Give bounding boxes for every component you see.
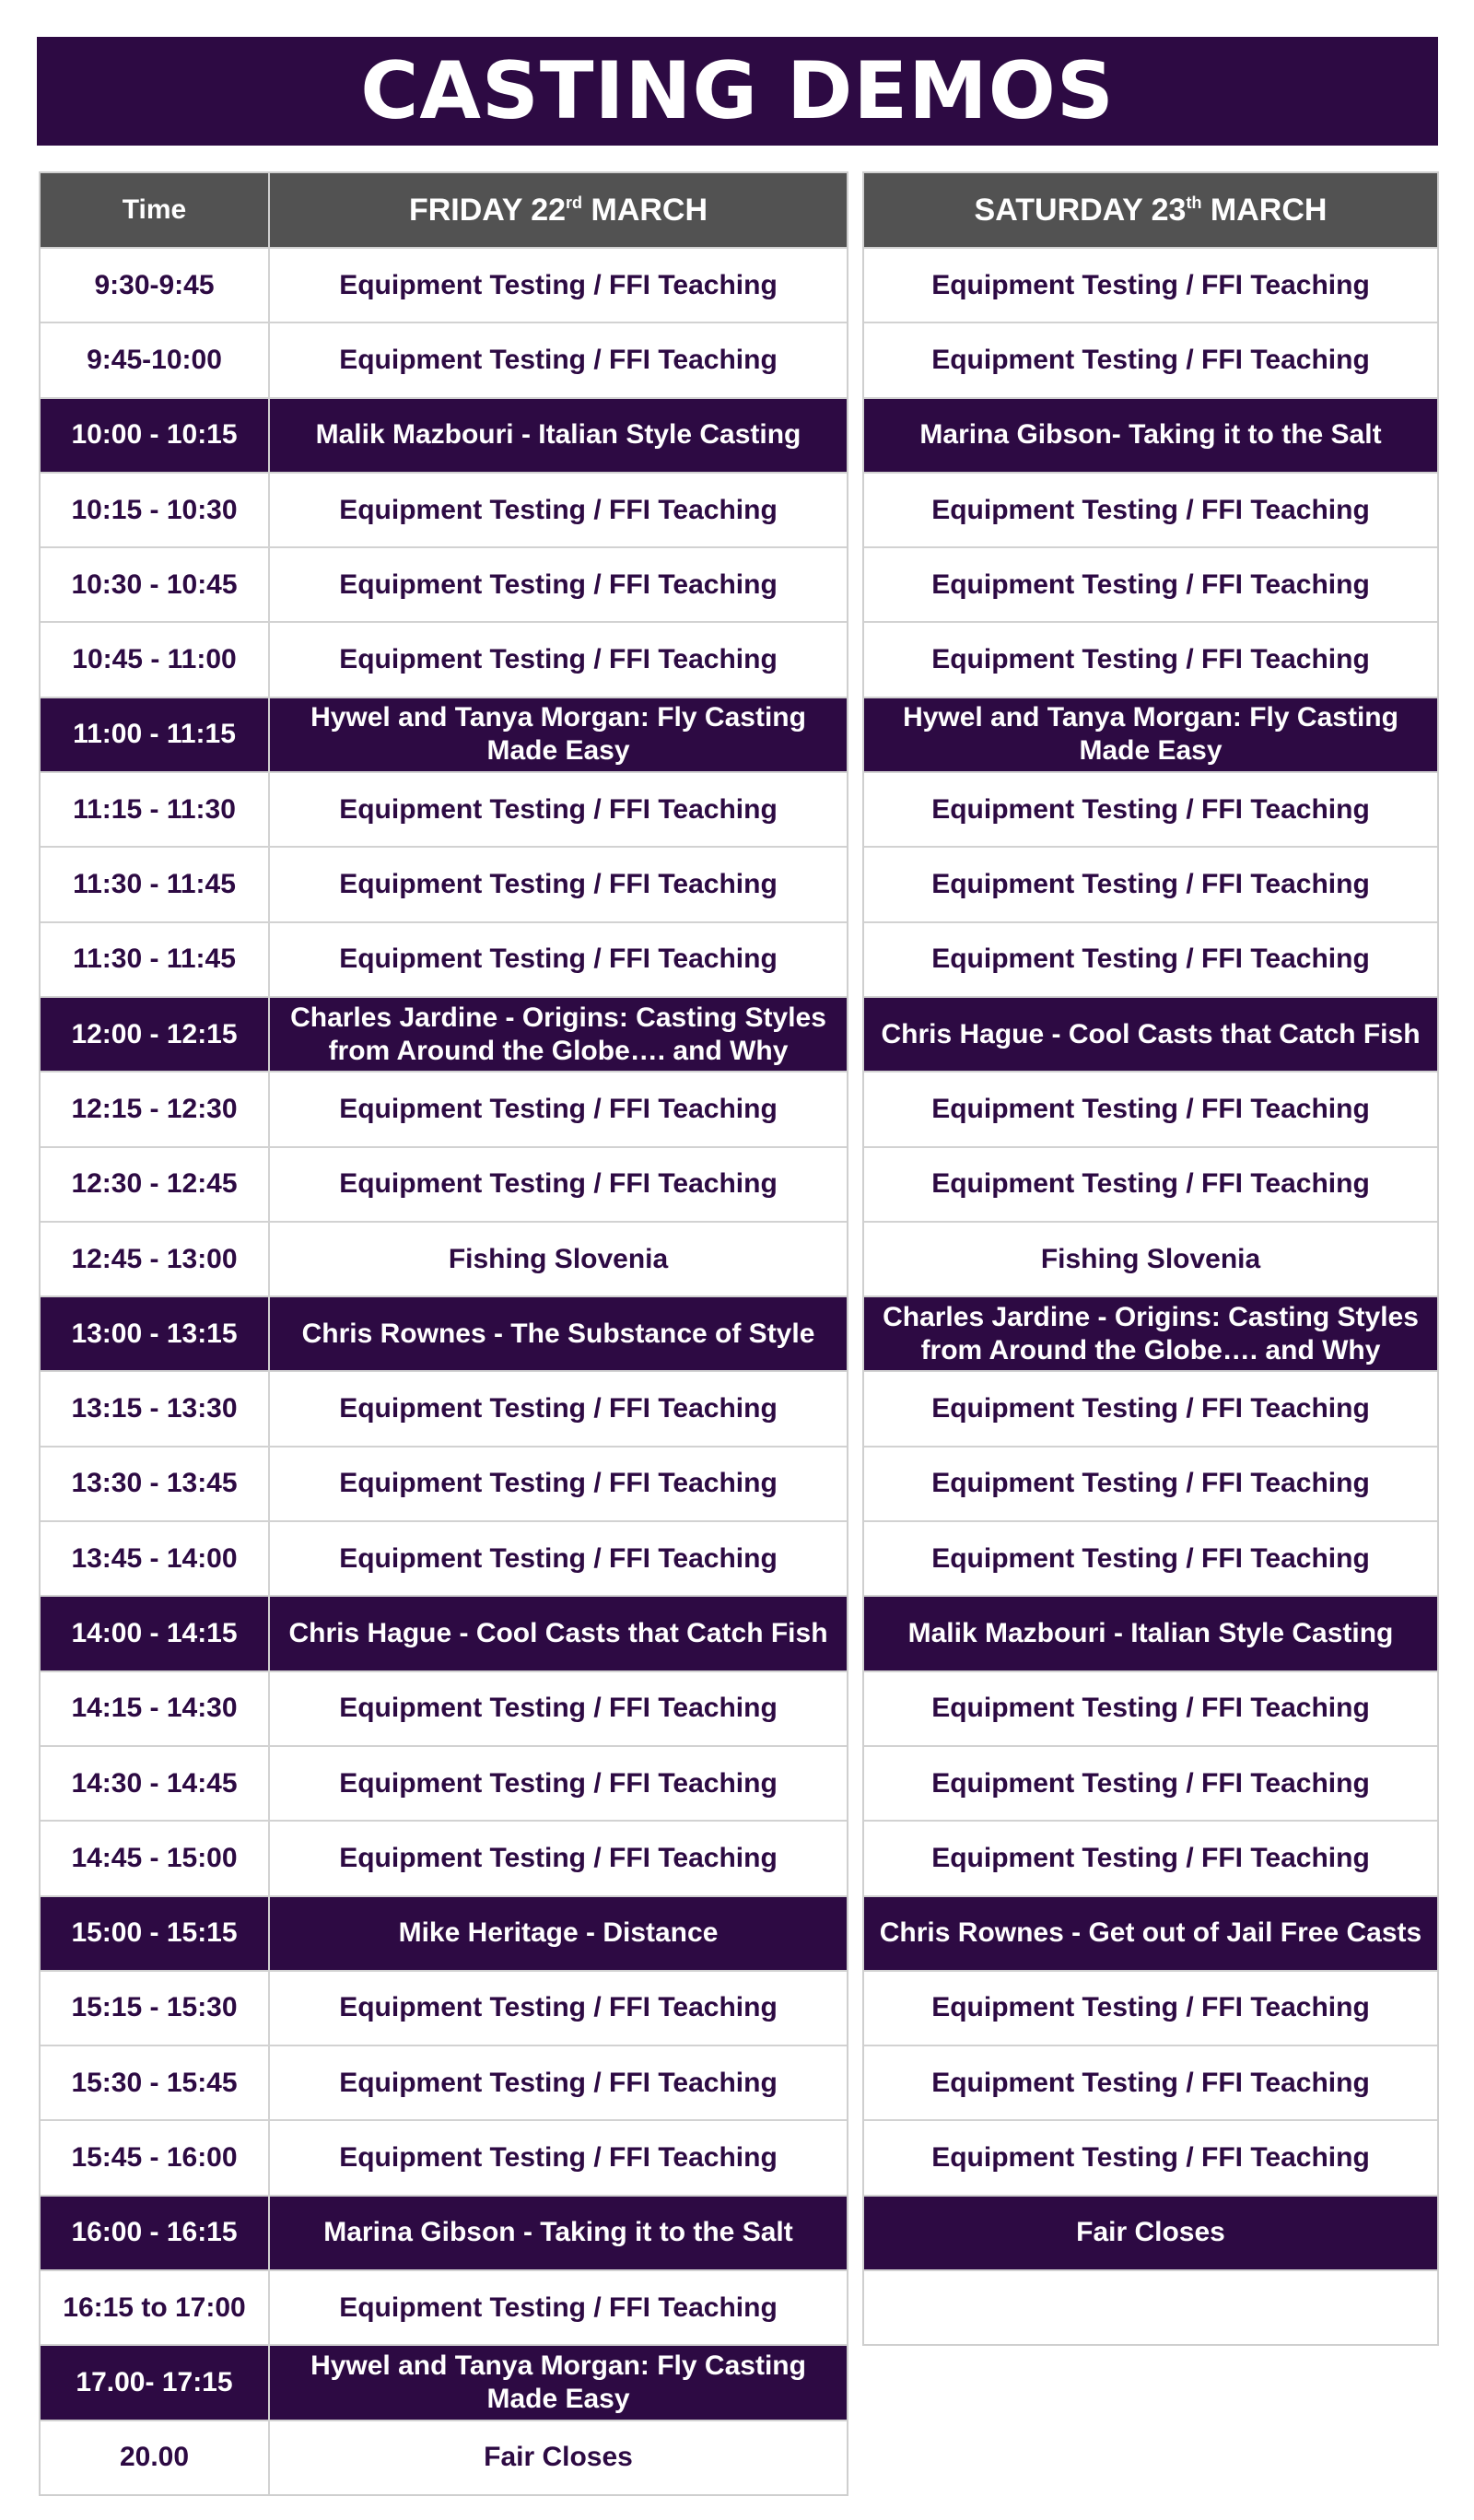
time-slot: 14:15 - 14:30 xyxy=(41,1672,270,1745)
friday-schedule-row xyxy=(41,921,847,996)
saturday-activity: Equipment Testing / FFI Teaching xyxy=(931,944,1370,975)
time-slot: 10:45 - 11:00 xyxy=(41,623,270,696)
friday-schedule-row xyxy=(41,2119,847,2194)
saturday-schedule-row xyxy=(864,1895,1437,1970)
saturday-activity: Equipment Testing / FFI Teaching xyxy=(931,1093,1370,1124)
friday-header-text: FRIDAY 22 xyxy=(408,192,567,228)
saturday-activity: Equipment Testing / FFI Teaching xyxy=(931,344,1370,375)
saturday-column-header xyxy=(864,173,1437,247)
time-slot: 12:30 - 12:45 xyxy=(41,1148,270,1221)
friday-header-suffix: rd xyxy=(566,193,583,212)
friday-schedule-row xyxy=(41,1595,847,1670)
saturday-schedule-row xyxy=(864,472,1437,546)
saturday-activity: Chris Hague - Cool Casts that Catch Fish xyxy=(881,1018,1421,1049)
saturday-activity: Equipment Testing / FFI Teaching xyxy=(931,1468,1370,1499)
friday-activity: Equipment Testing / FFI Teaching xyxy=(339,1393,778,1424)
saturday-schedule-row xyxy=(864,1595,1437,1670)
time-slot: 11:00 - 11:15 xyxy=(41,698,270,771)
friday-schedule-row xyxy=(41,1146,847,1221)
saturday-schedule-row xyxy=(864,2269,1437,2344)
saturday-activity: Marina Gibson- Taking it to the Salt xyxy=(919,419,1382,451)
friday-schedule-row xyxy=(41,247,847,322)
saturday-schedule-row xyxy=(864,2045,1437,2119)
saturday-activity: Equipment Testing / FFI Teaching xyxy=(931,869,1370,900)
friday-schedule-row xyxy=(41,322,847,396)
friday-rows xyxy=(41,247,847,2494)
friday-activity: Fair Closes xyxy=(484,2442,633,2473)
saturday-schedule-row xyxy=(864,771,1437,846)
friday-schedule-row xyxy=(41,1520,847,1595)
time-slot: 10:15 - 10:30 xyxy=(41,474,270,546)
time-slot: 12:00 - 12:15 xyxy=(41,998,270,1071)
saturday-schedule-row xyxy=(864,1370,1437,1445)
saturday-activity: Equipment Testing / FFI Teaching xyxy=(931,2142,1370,2174)
time-slot: 15:00 - 15:15 xyxy=(41,1897,270,1970)
saturday-schedule-row xyxy=(864,1970,1437,2045)
friday-activity: Equipment Testing / FFI Teaching xyxy=(339,2067,778,2098)
time-slot: 16:00 - 16:15 xyxy=(41,2197,270,2269)
saturday-header-month: MARCH xyxy=(1201,192,1328,228)
saturday-schedule-row xyxy=(864,846,1437,920)
saturday-activity: Fishing Slovenia xyxy=(1040,1243,1261,1274)
friday-schedule-row xyxy=(41,846,847,920)
saturday-schedule-row xyxy=(864,621,1437,696)
time-slot: 10:00 - 10:15 xyxy=(41,399,270,472)
friday-activity: Equipment Testing / FFI Teaching xyxy=(339,2291,778,2323)
friday-schedule-row xyxy=(41,2045,847,2119)
friday-activity: Equipment Testing / FFI Teaching xyxy=(339,644,778,675)
saturday-schedule-row xyxy=(864,1071,1437,1145)
time-slot: 15:30 - 15:45 xyxy=(41,2046,270,2119)
friday-header-month: MARCH xyxy=(582,192,708,228)
saturday-activity: Equipment Testing / FFI Teaching xyxy=(931,1992,1370,2023)
saturday-activity: Equipment Testing / FFI Teaching xyxy=(931,793,1370,825)
time-slot: 10:30 - 10:45 xyxy=(41,548,270,621)
saturday-activity: Charles Jardine - Origins: Casting Styles from Around the Globe…. and Why xyxy=(883,1301,1419,1365)
friday-schedule-row xyxy=(41,621,847,696)
friday-schedule-row xyxy=(41,771,847,846)
time-slot: 11:15 - 11:30 xyxy=(41,773,270,846)
friday-schedule-row xyxy=(41,397,847,472)
friday-schedule-table xyxy=(39,171,848,2496)
saturday-header-text: SATURDAY 23 xyxy=(974,192,1187,228)
friday-activity: Mike Heritage - Distance xyxy=(398,1917,719,1949)
friday-schedule-row xyxy=(41,1970,847,2045)
saturday-activity: Equipment Testing / FFI Teaching xyxy=(931,2067,1370,2098)
friday-schedule-row xyxy=(41,2344,847,2419)
friday-schedule-row xyxy=(41,546,847,621)
friday-activity: Equipment Testing / FFI Teaching xyxy=(339,869,778,900)
saturday-schedule-row xyxy=(864,2119,1437,2194)
time-slot: 12:15 - 12:30 xyxy=(41,1072,270,1145)
time-column-header: Time xyxy=(41,173,270,247)
friday-activity: Equipment Testing / FFI Teaching xyxy=(339,1992,778,2023)
friday-schedule-row xyxy=(41,2269,847,2344)
saturday-activity: Equipment Testing / FFI Teaching xyxy=(931,644,1370,675)
saturday-schedule-row xyxy=(864,2195,1437,2269)
saturday-schedule-row xyxy=(864,1446,1437,1520)
friday-activity: Marina Gibson - Taking it to the Salt xyxy=(323,2217,793,2248)
saturday-activity: Fair Closes xyxy=(1076,2217,1225,2248)
time-slot: 15:45 - 16:00 xyxy=(41,2121,270,2194)
saturday-schedule-row xyxy=(864,1670,1437,1745)
saturday-schedule-row xyxy=(864,1221,1437,1295)
saturday-header-row xyxy=(864,173,1437,247)
friday-activity: Malik Mazbouri - Italian Style Casting xyxy=(315,419,801,451)
friday-schedule-row xyxy=(41,697,847,771)
friday-activity: Equipment Testing / FFI Teaching xyxy=(339,1693,778,1724)
friday-activity: Equipment Testing / FFI Teaching xyxy=(339,1168,778,1200)
saturday-activity: Equipment Testing / FFI Teaching xyxy=(931,1842,1370,1873)
saturday-activity: Equipment Testing / FFI Teaching xyxy=(931,1542,1370,1574)
saturday-header-suffix: th xyxy=(1186,193,1202,212)
friday-activity: Charles Jardine - Origins: Casting Styles from Around the Globe…. and Why xyxy=(290,1002,826,1066)
friday-activity: Equipment Testing / FFI Teaching xyxy=(339,1542,778,1574)
saturday-activity: Hywel and Tanya Morgan: Fly Casting Made Easy xyxy=(903,702,1398,767)
friday-schedule-row xyxy=(41,472,847,546)
friday-activity: Equipment Testing / FFI Teaching xyxy=(339,2142,778,2174)
time-slot: 13:00 - 13:15 xyxy=(41,1297,270,1370)
time-slot: 13:15 - 13:30 xyxy=(41,1372,270,1445)
friday-activity: Hywel and Tanya Morgan: Fly Casting Made Easy xyxy=(310,702,806,767)
friday-schedule-row xyxy=(41,1820,847,1894)
friday-activity: Equipment Testing / FFI Teaching xyxy=(339,1767,778,1799)
saturday-schedule-table xyxy=(862,171,1439,2346)
time-slot: 16:15 to 17:00 xyxy=(41,2271,270,2344)
friday-activity: Equipment Testing / FFI Teaching xyxy=(339,1468,778,1499)
friday-schedule-row xyxy=(41,1670,847,1745)
friday-activity: Equipment Testing / FFI Teaching xyxy=(339,344,778,375)
friday-schedule-row xyxy=(41,1745,847,1820)
saturday-activity: Equipment Testing / FFI Teaching xyxy=(931,269,1370,300)
time-slot: 14:45 - 15:00 xyxy=(41,1822,270,1894)
saturday-schedule-row xyxy=(864,397,1437,472)
time-slot: 11:30 - 11:45 xyxy=(41,923,270,996)
saturday-schedule-row xyxy=(864,1820,1437,1894)
friday-activity: Equipment Testing / FFI Teaching xyxy=(339,269,778,300)
friday-activity: Equipment Testing / FFI Teaching xyxy=(339,494,778,525)
friday-schedule-row xyxy=(41,1071,847,1145)
saturday-schedule-row xyxy=(864,1295,1437,1370)
friday-schedule-row xyxy=(41,1895,847,1970)
time-slot: 15:15 - 15:30 xyxy=(41,1972,270,2045)
time-slot: 9:30-9:45 xyxy=(41,249,270,322)
friday-activity: Equipment Testing / FFI Teaching xyxy=(339,944,778,975)
saturday-activity xyxy=(864,2271,1437,2344)
saturday-schedule-row xyxy=(864,921,1437,996)
friday-activity: Equipment Testing / FFI Teaching xyxy=(339,793,778,825)
saturday-schedule-row xyxy=(864,247,1437,322)
saturday-activity: Equipment Testing / FFI Teaching xyxy=(931,494,1370,525)
friday-activity: Equipment Testing / FFI Teaching xyxy=(339,1842,778,1873)
time-slot: 13:45 - 14:00 xyxy=(41,1522,270,1595)
friday-activity: Hywel and Tanya Morgan: Fly Casting Made Easy xyxy=(310,2350,806,2414)
saturday-schedule-row xyxy=(864,546,1437,621)
time-slot: 13:30 - 13:45 xyxy=(41,1448,270,1520)
saturday-schedule-row xyxy=(864,1146,1437,1221)
friday-activity: Chris Hague - Cool Casts that Catch Fish xyxy=(288,1617,828,1648)
saturday-schedule-row xyxy=(864,996,1437,1071)
saturday-activity: Equipment Testing / FFI Teaching xyxy=(931,1393,1370,1424)
saturday-activity: Equipment Testing / FFI Teaching xyxy=(931,1767,1370,1799)
saturday-activity: Malik Mazbouri - Italian Style Casting xyxy=(907,1617,1394,1648)
saturday-activity: Equipment Testing / FFI Teaching xyxy=(931,1168,1370,1200)
friday-activity: Chris Rownes - The Substance of Style xyxy=(301,1318,815,1349)
time-slot: 17.00- 17:15 xyxy=(41,2346,270,2419)
friday-column-header xyxy=(270,173,847,247)
saturday-activity: Chris Rownes - Get out of Jail Free Casts xyxy=(879,1917,1422,1949)
friday-schedule-row xyxy=(41,996,847,1071)
saturday-activity: Equipment Testing / FFI Teaching xyxy=(931,1693,1370,1724)
time-slot: 14:30 - 14:45 xyxy=(41,1747,270,1820)
friday-schedule-row xyxy=(41,2420,847,2494)
saturday-activity: Equipment Testing / FFI Teaching xyxy=(931,568,1370,600)
friday-schedule-row xyxy=(41,2195,847,2269)
friday-activity: Equipment Testing / FFI Teaching xyxy=(339,568,778,600)
friday-activity: Fishing Slovenia xyxy=(448,1243,669,1274)
time-slot: 11:30 - 11:45 xyxy=(41,848,270,920)
time-slot: 14:00 - 14:15 xyxy=(41,1597,270,1670)
saturday-rows xyxy=(864,247,1437,2344)
friday-schedule-row xyxy=(41,1370,847,1445)
time-slot: 12:45 - 13:00 xyxy=(41,1223,270,1295)
saturday-schedule-row xyxy=(864,322,1437,396)
time-slot: 20.00 xyxy=(41,2421,270,2494)
saturday-schedule-row xyxy=(864,697,1437,771)
saturday-schedule-row xyxy=(864,1520,1437,1595)
friday-activity: Equipment Testing / FFI Teaching xyxy=(339,1093,778,1124)
saturday-schedule-row xyxy=(864,1745,1437,1820)
friday-header-row xyxy=(41,173,847,247)
time-slot: 9:45-10:00 xyxy=(41,323,270,396)
friday-schedule-row xyxy=(41,1295,847,1370)
page-title: CASTING DEMOS xyxy=(37,37,1438,146)
friday-schedule-row xyxy=(41,1446,847,1520)
friday-schedule-row xyxy=(41,1221,847,1295)
